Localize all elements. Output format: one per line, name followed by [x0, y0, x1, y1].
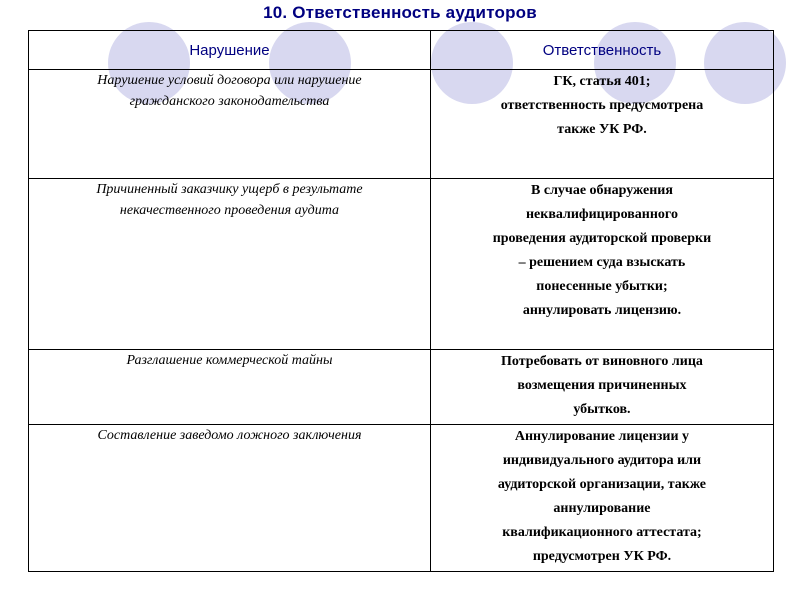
cell-text-line: понесенные убытки;	[536, 279, 668, 294]
cell-text-line: – решением суда взыскать	[518, 255, 686, 270]
cell-text-line: некачественного проведения аудита	[119, 203, 339, 218]
cell-text-line: В случае обнаружения	[531, 183, 673, 198]
slide-title: 10. Ответственность аудиторов	[263, 3, 537, 22]
cell-text-line: аннулирование	[553, 501, 651, 516]
cell-text-line: Аннулирование лицензии у	[514, 429, 690, 444]
responsibility-cell	[430, 350, 773, 425]
cell-text-line: также УК РФ.	[557, 122, 647, 137]
cell-text-line: квалификационного аттестата;	[502, 525, 702, 540]
header-violation: Нарушение	[29, 31, 431, 70]
responsibility-table	[28, 30, 774, 572]
cell-text-line: ГК, статья 401;	[553, 74, 651, 89]
cell-text-line: гражданского законодательства	[129, 94, 330, 109]
cell-text-line: Потребовать от виновного лица	[501, 354, 703, 369]
cell-text-line: Составление заведомо ложного заключения	[97, 428, 362, 443]
table-header-row	[29, 31, 774, 70]
cell-text-line: неквалифицированного	[525, 207, 678, 222]
violation-cell	[29, 350, 431, 425]
table-row	[29, 350, 774, 425]
cell-text-line: аудиторской организации, также	[497, 477, 706, 492]
cell-text-line: возмещения причиненных	[517, 378, 687, 393]
violation-cell	[29, 179, 431, 350]
table-row	[29, 179, 774, 350]
responsibility-cell	[430, 70, 773, 179]
cell-text-line: проведения аудиторской проверки	[492, 231, 712, 246]
cell-text-line: Разглашение коммерческой тайны	[126, 353, 333, 368]
cell-text-line: убытков.	[573, 402, 631, 417]
table-row	[29, 425, 774, 572]
responsibility-cell	[430, 425, 773, 572]
cell-text-line: индивидуального аудитора или	[502, 453, 702, 468]
cell-text-line: ответственность предусмотрена	[500, 98, 704, 113]
cell-text-line: предусмотрен УК РФ.	[532, 549, 672, 564]
header-responsibility: Ответственность	[430, 31, 773, 70]
responsibility-cell	[430, 179, 773, 350]
table-row	[29, 70, 774, 179]
cell-text-line: Нарушение условий договора или нарушение	[97, 73, 362, 88]
cell-text-line: аннулировать лицензию.	[522, 303, 682, 318]
violation-cell	[29, 70, 431, 179]
violation-cell	[29, 425, 431, 572]
cell-text-line: Причиненный заказчику ущерб в результате	[96, 182, 363, 197]
